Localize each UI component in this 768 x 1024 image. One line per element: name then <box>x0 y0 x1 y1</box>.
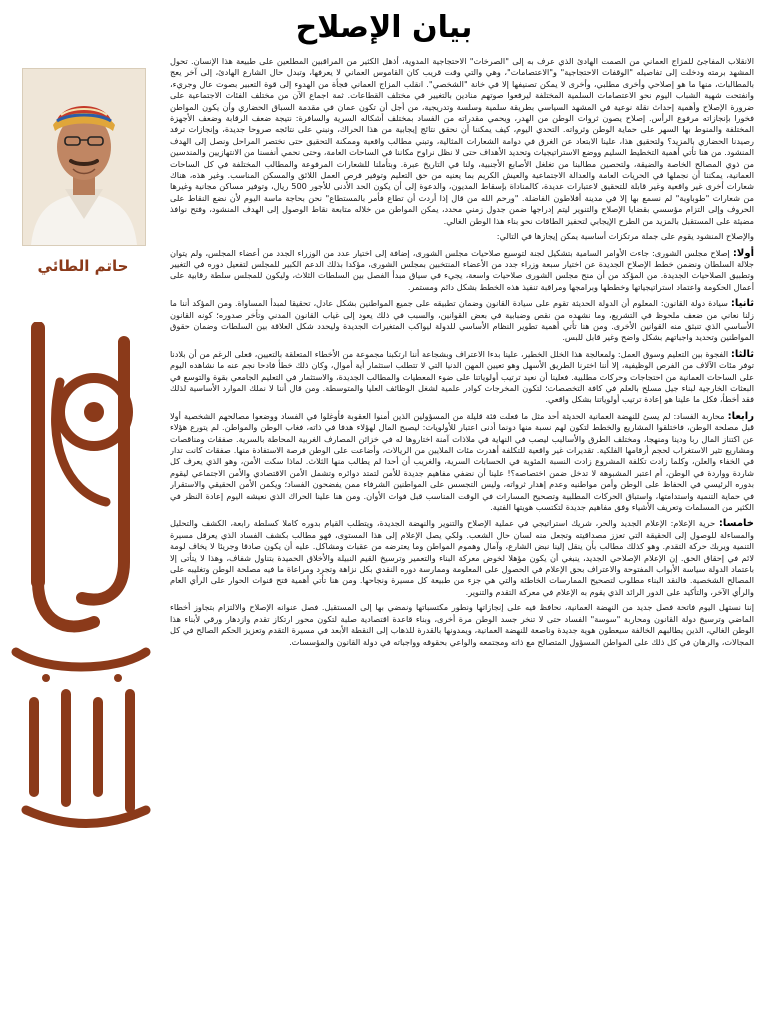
section-third <box>170 349 754 406</box>
section-lead: أولا: <box>732 247 754 259</box>
section-text: إصلاح مجلس الشورى: جاءت الأوامر السامية بتشكيل لجنة لتوسيع صلاحيات مجلس الشورى، إضافة إلى اختيار عدد من الوزراء الجدد من أعضاء المجلس، ولم يتوان جلالة السلطان ونضمن خطط الإصلاح الجديدة عن اختيار سبعة وزراء جدد من الأعضاء المنتخبين بمجلس الشورى، مؤكدا بذلك الدعم الكبير للمجلس لتفعيل دوره في التغيير وتطبيق الصلاحيات الجديدة. من المؤكد من أن منح مجلس الشورى صلاحيات واسعة، يجيء في سياق مبدأ الفصل بين السلطات الثلاث، وليكون للمجلس سلطة رقابية على أعمال الحكومة واعتماد استراتيجياتها وخططها وبرامجها ومراقبة تنفيذ هذه الخطط بشكل دائم ومستمر. <box>170 247 754 292</box>
section-first <box>170 248 754 294</box>
author-photo <box>22 68 146 246</box>
sidebar <box>0 52 166 1024</box>
alroya-logo-icon <box>6 322 158 842</box>
section-text: الفجوة بين التعليم وسوق العمل: ولمعالجة هذا الخلل الخطير، علينا بدءا الاعتراف وبشجاعة أننا ارتكبنا مجموعة من الأخطاء المتعلقة بالتعيين، فعلى الرغم من أن بلادنا توفر مئات الآلاف من الفرص الوظيفية، إلا أننا اخترنا الطريق الأسهل وهو تعيين المهن الدنيا التي لا تتطلب استثمار أية أموال، وكان ذلك خطأ فادحا نجم عنه ما نشاهده اليوم على الساحات العمانية من احتجاجات وحركات مطلبية. فعلينا أن نعيد ترتيب أولوياتنا على ضوء المعطيات والمطالب الجديدة، والاستثمار في التعليم الجامعي بقوة والتوسع في البعثات الخارجية لبناء جيل مسلح بالعلم في كافة التخصصات؛ لتكون المخرجات كوادر علمية لشغل الوظائف العليا والمتوسطة. ومن قال أننا لا نملك الموارد الأساسية لذلك فقد أخطأ، فكل ما علينا هو إعادة ترتيب أولوياتنا بشكل واقعي. <box>170 348 754 405</box>
section-fourth <box>170 411 754 514</box>
newspaper-logo <box>6 322 158 842</box>
section-lead: ثانيا: <box>730 298 754 310</box>
section-text: سيادة دولة القانون: المعلوم أن الدولة الحديثة تقوم على سيادة القانون وضمان تطبيقه على جميع المواطنين بشكل عادل، تحقيقا لمبدأ المساواة. ومن المؤكد أننا ما زلنا نعاني من ضعف ملحوظ في التشريع، وما نشهده من نقص وضبابية في بعض القوانين، والسبب في ذلك يعود إلى غياب القانون المدني وتأخر صدوره؛ كونه القانون الأساسي الذي تنبثق منه القوانين الأخرى. ومن هنا تأتي أهمية تطوير النظام الأساسي للدولة ليواكب المتغيرات الجديدة وليحدد شكل العلاقة بين السلطات وضمان حقوق المواطنين وتحديد واجباتهم بشكل واضح وغير قابل للبس. <box>170 298 754 343</box>
section-lead: ثالثا: <box>730 348 754 360</box>
author-portrait-icon <box>23 69 145 245</box>
author-name: حاتم الطائي <box>37 257 129 275</box>
section-second <box>170 298 754 344</box>
section-text: حرية الإعلام: الإعلام الجديد والحر، شريك استراتيجي في عملية الإصلاح والتنوير والنهضة الجديدة، ويتطلب القيام بدوره كاملا كسلطة رابعة، الكشف والتحليل والمساءلة للوصول إلى الحقيقة التي تعزز مصداقيته وتجعل منه لسان حال الشعب. ولكي يصل الإعلام إلى هذا المستوى، فهو مطالب بكشف الفساد الذي يعرقل مسيرة التنمية ويربك حركة التقدم. وهو كذلك مطالب بأن ينقل إلينا نبض الشارع، وآمال وهموم المواطن وما يعترضه من عقبات ومشاكل. عليه أن يكون صادقا وجريئا لا يخاف لومة لائم في إحقاق الحق. إن الإعلام الإصلاحي الجديد، ينبغي أن يكون مؤهلا لخوض معركة البناء والتعمير وترسيخ القيم النبيلة والأخلاق الحميدة بتناول شفاف، وهذا لا يتأتى إلا باعتماد الدولة سياسة الأبواب المفتوحة والاعتراف بحق الإعلام في الحصول على المعلومة وممارسة دوره النقدي بكل نزاهة وتجرد ومراعاة ما فيه مصلحة الوطن وتغليبه على المصالح الشخصية. فالنقد البناء مطلوب لتصحيح الممارسات الخاطئة والتي هي جزء من طبيعة كل مسيرة ونجاحها. ومن هنا تأتي أهمية فتح قنوات الحوار على الرأي العام والرأي الآخر، والتأكيد على الدور الرائد الذي يقوم به الإعلام في معركة التقدم والتنوير. <box>170 518 754 597</box>
section-text: محاربة الفساد: لم يسئ للنهضة العمانية الحديثة أحد مثل ما فعلت فئة قليلة من المسؤولين الذين أمنوا العقوبة فأوغلوا في الفساد ووضعوا مصالحهم الشخصية أولا قبل مصلحة الوطن، فاختلقوا المشاريع والخطط لتكون لهم نسبة منها دونما أدنى اعتبار للأولويات: ليصبح المال لهؤلاء هدفا في ذاته، فغاب الوطن والمواطن. لم يتورع هؤلاء عن اكتناز المال ربا ودينا ومنهجا، ومختلف الطرق والأساليب ليصب في النهاية في ملاذات آمنة اختاروها له في خزائن المصارف الغربية المحاطة بالسرية. صفقات ومناقصات ومشاريع تثير الاستغراب لحجم أرقامها الفلكية. تقديرات غير واقعية للتكلفة أهدرت مئات الملايين من الريالات، وأضاعت على الوطن فرصة الاستفادة منها. صفقات كانت تدار في الخفاء والعلن، وكلما زادت تكلفة المشروع زادت النسبة المئوية في الحسابات السرية، والغريب أن أحدا لم يطالب منها الثلاث. لماذا سكت الأمن، وهو الذي يعرف كل شاردة وواردة في الوطن، أم اعتبر المشبوهة لا تدخل ضمن اختصاصه؟! علينا أن نضفي مفاهيم جديدة للأمن لتمتد دوائره وتشمل الأمن الاقتصادي والأمن الاجتماعي ليقوم بدوره الرئيسي في الحفاظ على الوطن وأمن مواطنيه وعدم إهدار ثرواته، وليس التجسس على المواطنين الشرفاء ممن يفضحون الفساد؛ ويكمن الأمن الحقيقي والاستقرار في حماية التنمية واستدامتها، واستباق الحركات المطلبية وتصحيح المسارات في الوقت المناسب قبل فوات الأوان. ومن هنا علينا الحراك الذي نعيشه اليوم إعادة النظر في الكثير من المسلمات وتعريف الأشياء وفق مفاهيم جديدة لتكتسب هويتها الفتية. <box>170 410 754 513</box>
article-body <box>170 56 754 1018</box>
closing-paragraph: إننا نستهل اليوم فاتحة فصل جديد من النهضة العمانية، نحافظ فيه على إنجازاتها ونطور مكتسباتها ونمضي بها إلى المستقبل. فصل عنوانه الإصلاح والالتزام بتجاوز أخطاء الماضي وترسيخ دولة القانون ومحاربة "سوسة" الفساد حتى لا تنخر جسد الوطن مرة أخرى، وبناء قاعدة اقتصادية صلبة لتكون محور ارتكاز تقدم وازدهار ورقي لأبناء هذا الوطن الغالي، الذين يطالبهم الخالفة سيعطون هوية جديدة وناصعة للنهضة العمانية، ويمدونها بالقدرة للذهاب إلى النقطة الأبعد في مسيرة التقدم وتعزيز الحكم الصالح في كل المجالات، والرهان في كل ذلك على المواطن المسؤول المتصالح مع ذاته ومجتمعه والواعي بحقوقه وواجباته في دولة القانون والمؤسسات. <box>170 602 754 647</box>
article-title: بيان الإصلاح <box>295 10 473 45</box>
intro-paragraph: الانقلاب المفاجئ للمزاج العماني من الصمت الهادئ الذي عرف به إلى "الصرخات" الاحتجاجية المدوية، أذهل الكثير من المراقبين المطلعين على طبيعة هذا الإنسان. تحول المشهد برمته ودخلت إلى تفاصيله "الوقفات الاحتجاجية" و"الاعتصامات"، وهي والتي وقت قريب كان القاموس العماني لا يعرفها، وتبدل حال الشارع الهادئ، إلى آخر يعج بالمطالبات، منها ما هو إصلاحي وأخرى مطلبي، وأخرى لا يمكن تصنيفها إلا في خانة "الشخصي". انقلب المزاج العماني فجأة من الهدوء إلى قوة التعبير بصوت عال وجريء، وانفتحت شهية الشباب اليوم نحو الاعتصامات السلمية المختلفة ليرفعوا صوتهم منادين بالتغيير في مختلف القطاعات. ثمة اجماع الآن من مختلف الفئات الاجتماعية على ضرورة الإصلاح وأهمية إحداث نقلة نوعية في المشهد السياسي بطريقة سلمية وسلسة وتدريجية، من أجل أن تكون عمان في مقدمة السباق الحضاري وأن يكون المواطن فخورا بإنجازاته مرفوع الرأس. إصلاح يصون ثروات الوطن من الهدر، ويحمي مقدراته من الفساد بمختلف أشكاله السرية والسافرة: نتيجة ضعف الرقابة وضعف الأجهزة المختلفة والمنوط بها السهر على حماية الوطن وثرواته. التحدي اليوم، كيف يمكننا أن نحقق نتائج إيجابية من هذا الحراك، ونبني على نتائجه صروحا جديدة، وإنجازات ترفد رصيدنا الحضاري بالمزيد؟ ولتحقيق هذا، علينا الابتعاد عن الغرق في دوامة الشعارات المثالية، وتبني مطالب واقعية وممكنة التحقيق حتى نختصر المراحل ونصل إلى الهدف المنشود. من هنا تأتي أهمية التخطيط السليم ووضع الاستراتيجيات وتحديد الأهداف حتى لا نظل نراوح مكاننا في الساحات العامة، وحتى نحمي أنفسنا من الانتهازيين والمندسين من ذوي المصالح الخاصة والضيقة، ولتحصين مطالبنا من تغلغل الأصابع الأجنبية، ولنا في التاريخ عبرة. وبتأملنا للشعارات المرفوعة والمطالب المختلفة في كل الساحات العمانية، يمكننا أن نجملها في الحريات العامة والعدالة الاجتماعية والعيش الكريم بما يعنيه من حق التعليم وتوفير فرص العمل اللائق والمسكن المناسب. وغير هذه، هناك شعارات أخرى غير واقعية وغير قابلة للتحقيق لاعتبارات عديدة، كالمناداة بإسقاط المديون، والدعوة إلى أن يكون الحد الأدنى للأجور 500 ريال، وتوفير مساكن مجانية وغيرها من شعارات "طوباوية" لم نسمع بها إلا في مدينة أفلاطون الفاضلة. "ورحم الله من قال إذا أردت أن تطاع فأمر بالمستطاع" نحن بحاجة ماسة اليوم لأن نضع النقاط على الحروف وإلى التزام مؤسسي بقضايا الإصلاح والتنوير ليتم إدراجها ضمن جدول زمني محدد، يمكن المواطن من خلاله متابعة نقاط الوصول إلى الهدف المنشود، وفتح نوافذ مضيئة على المستقبل بالمزيد من الطرح الإيجابي لتحفيز الطاقات نحو بناء هذا الوطن الغالي. <box>170 56 754 226</box>
section-lead: رابعا: <box>727 410 754 422</box>
section-lead: خامسا: <box>718 518 754 530</box>
intro-summary: والإصلاح المنشود يقوم على جملة مرتكزات أساسية يمكن إيجازها في التالي: <box>496 231 754 242</box>
section-fifth <box>170 518 754 598</box>
